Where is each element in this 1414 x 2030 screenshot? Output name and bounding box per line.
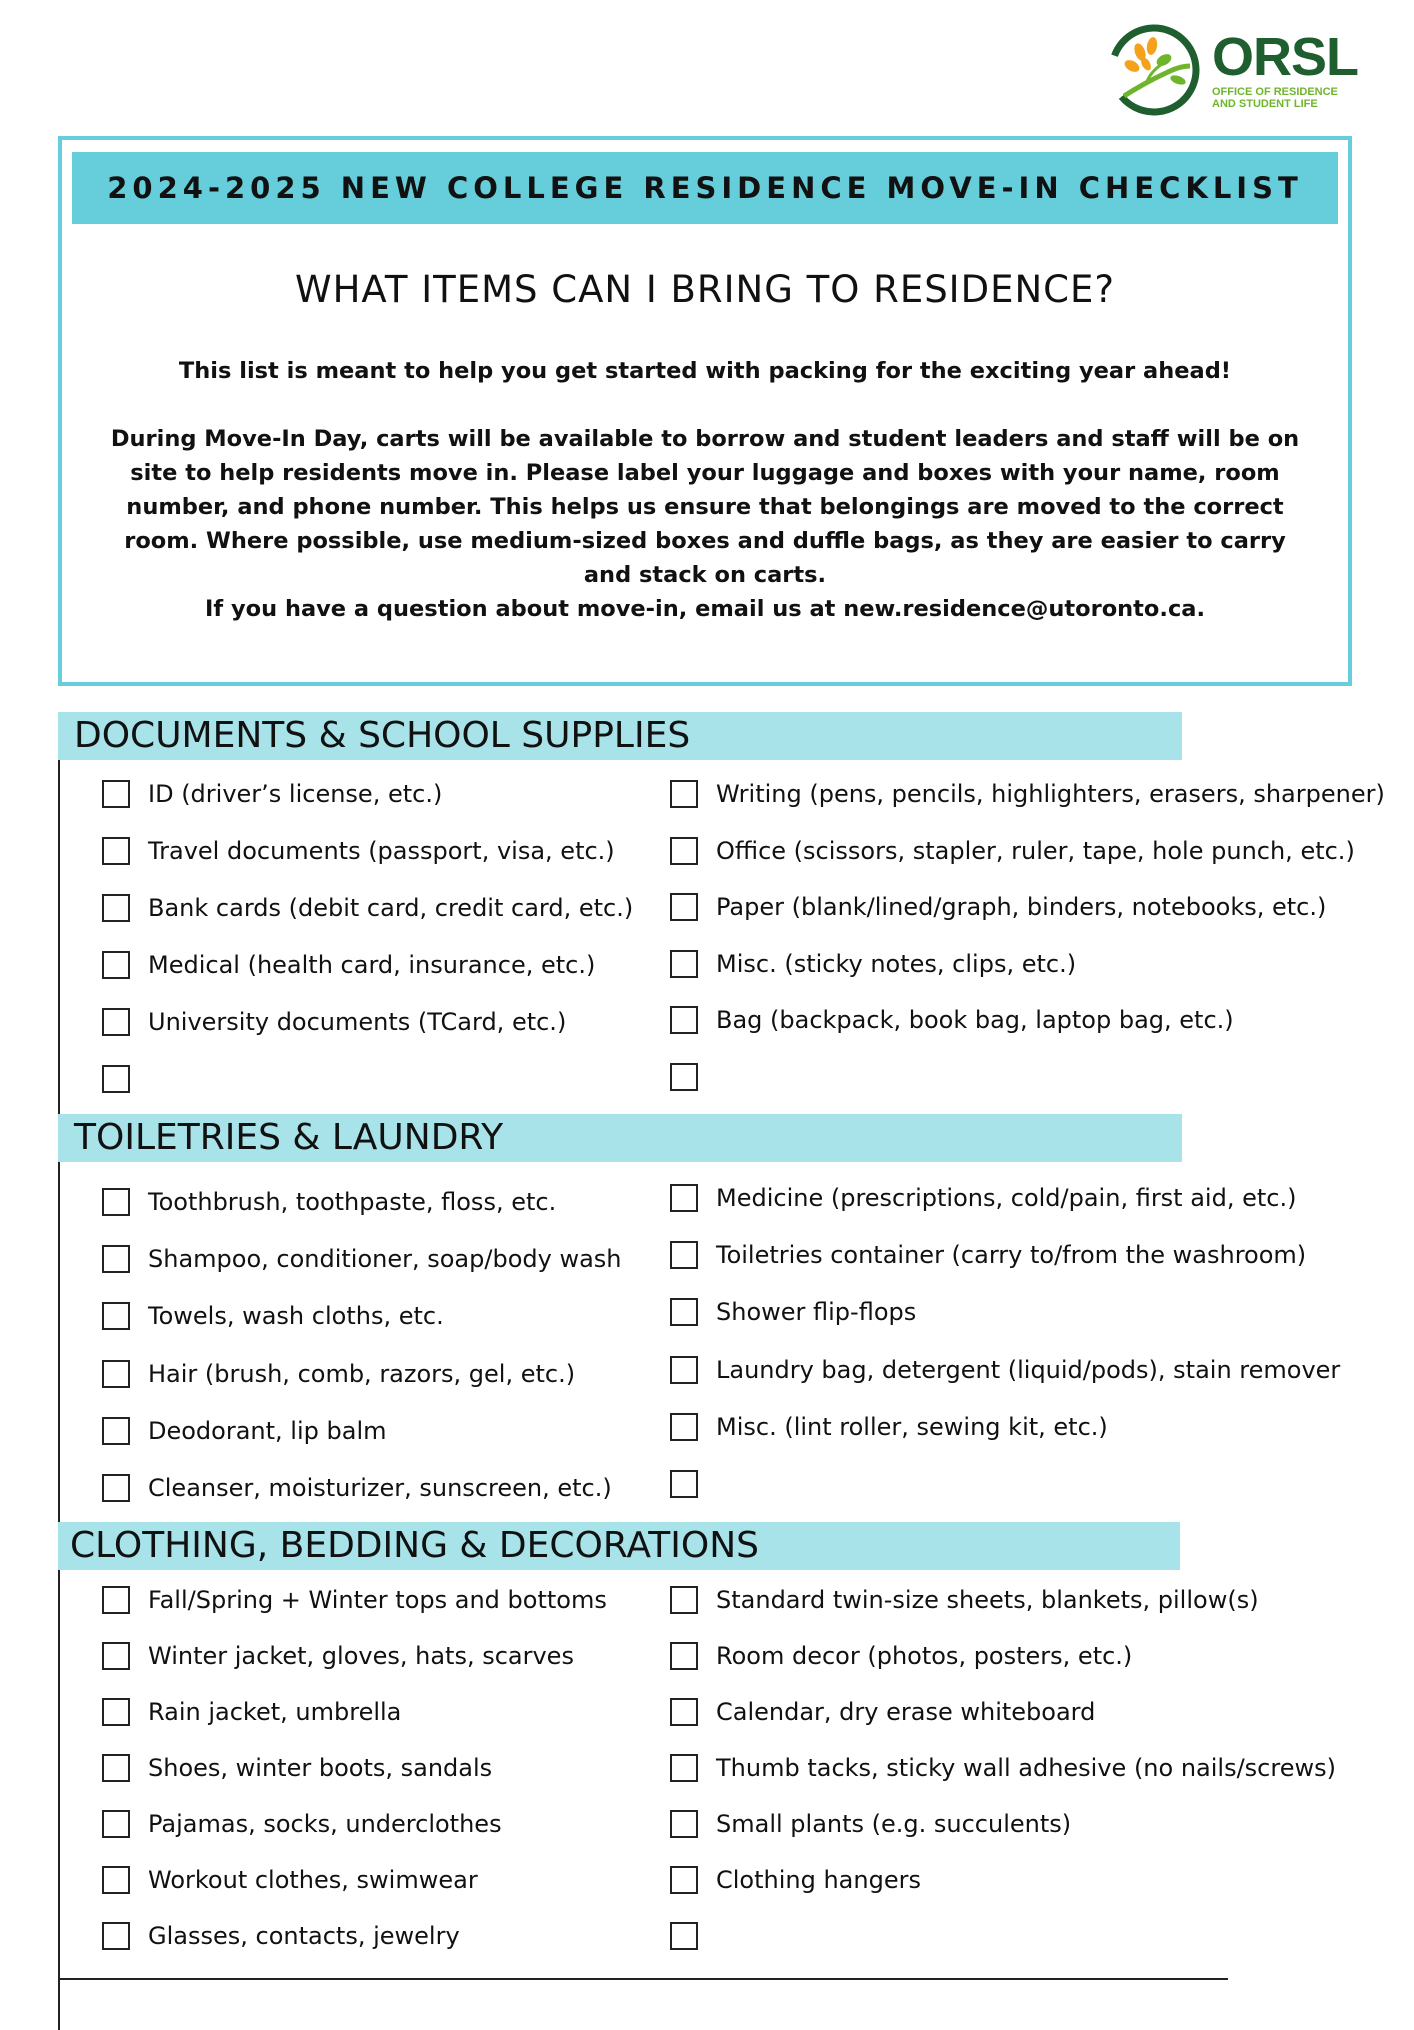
section-title: DOCUMENTS & SCHOOL SUPPLIES	[74, 715, 691, 756]
checklist-item[interactable]	[102, 1862, 478, 1898]
checklist-item-label: ID (driver’s license, etc.)	[148, 780, 443, 808]
checklist-item[interactable]	[670, 1237, 1306, 1273]
section-left-rule	[58, 1162, 60, 1524]
checklist-item[interactable]	[670, 1582, 1259, 1618]
checklist-item-label: Thumb tacks, sticky wall adhesive (no nails/screws)	[716, 1754, 1336, 1782]
section-left-rule	[58, 1570, 60, 2030]
page-title: WHAT ITEMS CAN I BRING TO RESIDENCE?	[294, 268, 1115, 311]
checklist-item[interactable]	[102, 947, 595, 983]
checkbox[interactable]	[670, 1698, 698, 1726]
section-bottom-rule	[58, 1978, 1228, 1980]
checklist-item-label: Misc. (lint roller, sewing kit, etc.)	[716, 1413, 1108, 1441]
checkbox[interactable]	[670, 1922, 698, 1950]
intro-paragraph-2: During Move-In Day, carts will be available to borrow and student leaders and staff will be on site to help residents move in. Please label your luggage and boxes with your name, room number, and phone number. This helps us ensure that belongings are moved to the correct room. Where possible, use medium-sized boxes and duffle bags, as they are easier to carry and stack on carts.	[110, 426, 1300, 588]
checklist-item[interactable]	[670, 1352, 1340, 1388]
checkbox[interactable]	[670, 1184, 698, 1212]
checklist-item[interactable]	[102, 1638, 574, 1674]
checklist-item[interactable]	[102, 1061, 148, 1097]
checklist-item[interactable]	[670, 1059, 716, 1095]
checkbox[interactable]	[670, 1241, 698, 1269]
checklist-item[interactable]	[102, 1918, 460, 1954]
checklist-item[interactable]	[102, 1806, 502, 1842]
checkbox[interactable]	[102, 1008, 130, 1036]
checklist-item-label: Laundry bag, detergent (liquid/pods), stain remover	[716, 1356, 1341, 1384]
checklist-header-title: 2024-2025 NEW COLLEGE RESIDENCE MOVE-IN CHECKLIST	[107, 171, 1303, 205]
checklist-item[interactable]	[102, 1241, 622, 1277]
checklist-item[interactable]	[670, 1002, 1234, 1038]
checklist-item-label: Small plants (e.g. succulents)	[716, 1810, 1072, 1838]
checkbox[interactable]	[670, 1866, 698, 1894]
checkbox[interactable]	[102, 1417, 130, 1445]
checklist-item-label: Office (scissors, stapler, ruler, tape, hole punch, etc.)	[716, 837, 1355, 865]
checklist-item-label: Towels, wash cloths, etc.	[148, 1302, 444, 1330]
checklist-item[interactable]	[670, 1694, 1095, 1730]
checkbox[interactable]	[102, 1302, 130, 1330]
checkbox[interactable]	[102, 894, 130, 922]
checklist-item-label: Shower flip-flops	[716, 1298, 917, 1326]
checklist-item[interactable]	[102, 1694, 401, 1730]
orsl-logo	[1106, 22, 1366, 122]
checkbox[interactable]	[670, 837, 698, 865]
intro-paragraph-1: This list is meant to help you get started with packing for the exciting year ahead!	[178, 358, 1232, 384]
checkbox[interactable]	[102, 780, 130, 808]
checkbox[interactable]	[670, 1470, 698, 1498]
checklist-item-label: Winter jacket, gloves, hats, scarves	[148, 1642, 574, 1670]
checklist-item-label: Toothbrush, toothpaste, floss, etc.	[148, 1188, 557, 1216]
checklist-item-label: Medical (health card, insurance, etc.)	[148, 951, 596, 979]
section-title: CLOTHING, BEDDING & DECORATIONS	[70, 1525, 759, 1566]
checklist-item-label: Writing (pens, pencils, highlighters, erasers, sharpener)	[716, 780, 1385, 808]
checklist-item[interactable]	[102, 890, 633, 926]
checklist-item[interactable]	[670, 1806, 1071, 1842]
checklist-item[interactable]	[102, 1470, 612, 1506]
checkbox[interactable]	[102, 1188, 130, 1216]
intro-paragraph-3: If you have a question about move-in, email us at new.residence@utoronto.ca.	[204, 596, 1206, 622]
checklist-item-label: Standard twin-size sheets, blankets, pillow(s)	[716, 1586, 1259, 1614]
checklist-item[interactable]	[102, 1413, 387, 1449]
checklist-item-label: Misc. (sticky notes, clips, etc.)	[716, 950, 1077, 978]
checklist-item-label: Pajamas, socks, underclothes	[148, 1810, 502, 1838]
checklist-item[interactable]	[670, 889, 1326, 925]
checkbox[interactable]	[670, 1006, 698, 1034]
checklist-item-label: Clothing hangers	[716, 1866, 921, 1894]
checkbox[interactable]	[102, 1810, 130, 1838]
checkbox[interactable]	[102, 1474, 130, 1502]
checklist-item-label: Bank cards (debit card, credit card, etc.)	[148, 894, 634, 922]
checklist-item[interactable]	[670, 1918, 716, 1954]
checklist-item[interactable]	[670, 1466, 716, 1502]
checklist-item-label: Shoes, winter boots, sandals	[148, 1754, 493, 1782]
checklist-item[interactable]	[102, 1356, 575, 1392]
checklist-item-label: Bag (backpack, book bag, laptop bag, etc.)	[716, 1006, 1234, 1034]
checklist-item[interactable]	[670, 1180, 1296, 1216]
checklist-item[interactable]	[670, 1638, 1132, 1674]
intro-box	[58, 136, 1352, 686]
checklist-item-label: Workout clothes, swimwear	[148, 1866, 478, 1894]
checklist-item[interactable]	[670, 1862, 921, 1898]
checklist-item-label: Fall/Spring + Winter tops and bottoms	[148, 1586, 607, 1614]
checklist-item[interactable]	[670, 776, 1385, 812]
checklist-item[interactable]	[102, 1750, 492, 1786]
checklist-item[interactable]	[102, 1004, 566, 1040]
checkbox[interactable]	[670, 1413, 698, 1441]
checklist-item-label: Hair (brush, comb, razors, gel, etc.)	[148, 1360, 576, 1388]
checkbox[interactable]	[102, 1698, 130, 1726]
checkbox[interactable]	[102, 1642, 130, 1670]
checklist-item-label: Medicine (prescriptions, cold/pain, first aid, etc.)	[716, 1184, 1297, 1212]
checklist-item-label: University documents (TCard, etc.)	[148, 1008, 567, 1036]
checkbox[interactable]	[670, 1356, 698, 1384]
checkbox[interactable]	[670, 780, 698, 808]
checkbox[interactable]	[102, 1065, 130, 1093]
checklist-item-label: Paper (blank/lined/graph, binders, notebooks, etc.)	[716, 893, 1327, 921]
checklist-item-label: Shampoo, conditioner, soap/body wash	[148, 1245, 622, 1273]
checkbox[interactable]	[102, 951, 130, 979]
logo-line-1: OFFICE OF RESIDENCE	[1212, 86, 1338, 98]
checkbox[interactable]	[670, 1586, 698, 1614]
section-title: TOILETRIES & LAUNDRY	[74, 1117, 504, 1158]
checkbox[interactable]	[670, 1063, 698, 1091]
checklist-item[interactable]	[102, 1298, 444, 1334]
checklist-item[interactable]	[670, 946, 1076, 982]
checkbox[interactable]	[102, 1754, 130, 1782]
checklist-item[interactable]	[670, 1750, 1336, 1786]
checklist-item[interactable]	[102, 833, 615, 869]
checklist-item[interactable]	[102, 1184, 556, 1220]
checklist-item-label: Rain jacket, umbrella	[148, 1698, 402, 1726]
checkbox[interactable]	[102, 1245, 130, 1273]
checklist-item[interactable]	[670, 1409, 1108, 1445]
section-left-rule	[58, 760, 60, 1116]
checklist-item[interactable]	[670, 833, 1355, 869]
checklist-item-label: Travel documents (passport, visa, etc.)	[148, 837, 615, 865]
checklist-header-banner	[72, 152, 1338, 224]
checkbox[interactable]	[102, 837, 130, 865]
checklist-item-label: Room decor (photos, posters, etc.)	[716, 1642, 1133, 1670]
section-toiletries-laundry	[58, 1114, 1358, 1524]
checkbox[interactable]	[670, 1810, 698, 1838]
checklist-item-label: Deodorant, lip balm	[148, 1417, 387, 1445]
orsl-leaf-logo-icon	[1106, 22, 1202, 118]
checklist-item[interactable]	[102, 776, 442, 812]
checkbox[interactable]	[670, 893, 698, 921]
checkbox[interactable]	[102, 1866, 130, 1894]
checkbox[interactable]	[102, 1586, 130, 1614]
checklist-item[interactable]	[102, 1582, 607, 1618]
section-clothing-bedding-decorations	[58, 1522, 1358, 1978]
checklist-item-label: Cleanser, moisturizer, sunscreen, etc.)	[148, 1474, 612, 1502]
logo-line-2: AND STUDENT LIFE	[1212, 98, 1318, 110]
checkbox[interactable]	[670, 950, 698, 978]
checklist-item[interactable]	[670, 1294, 916, 1330]
checklist-item-label: Glasses, contacts, jewelry	[148, 1922, 460, 1950]
checkbox[interactable]	[670, 1754, 698, 1782]
checkbox[interactable]	[670, 1298, 698, 1326]
logo-acronym: ORSL	[1212, 27, 1359, 87]
checkbox[interactable]	[102, 1360, 130, 1388]
section-documents-school-supplies	[58, 712, 1385, 1116]
checkbox[interactable]	[670, 1642, 698, 1670]
checkbox[interactable]	[102, 1922, 130, 1950]
checklist-item-label: Calendar, dry erase whiteboard	[716, 1698, 1096, 1726]
checklist-item-label: Toiletries container (carry to/from the washroom)	[716, 1241, 1307, 1269]
